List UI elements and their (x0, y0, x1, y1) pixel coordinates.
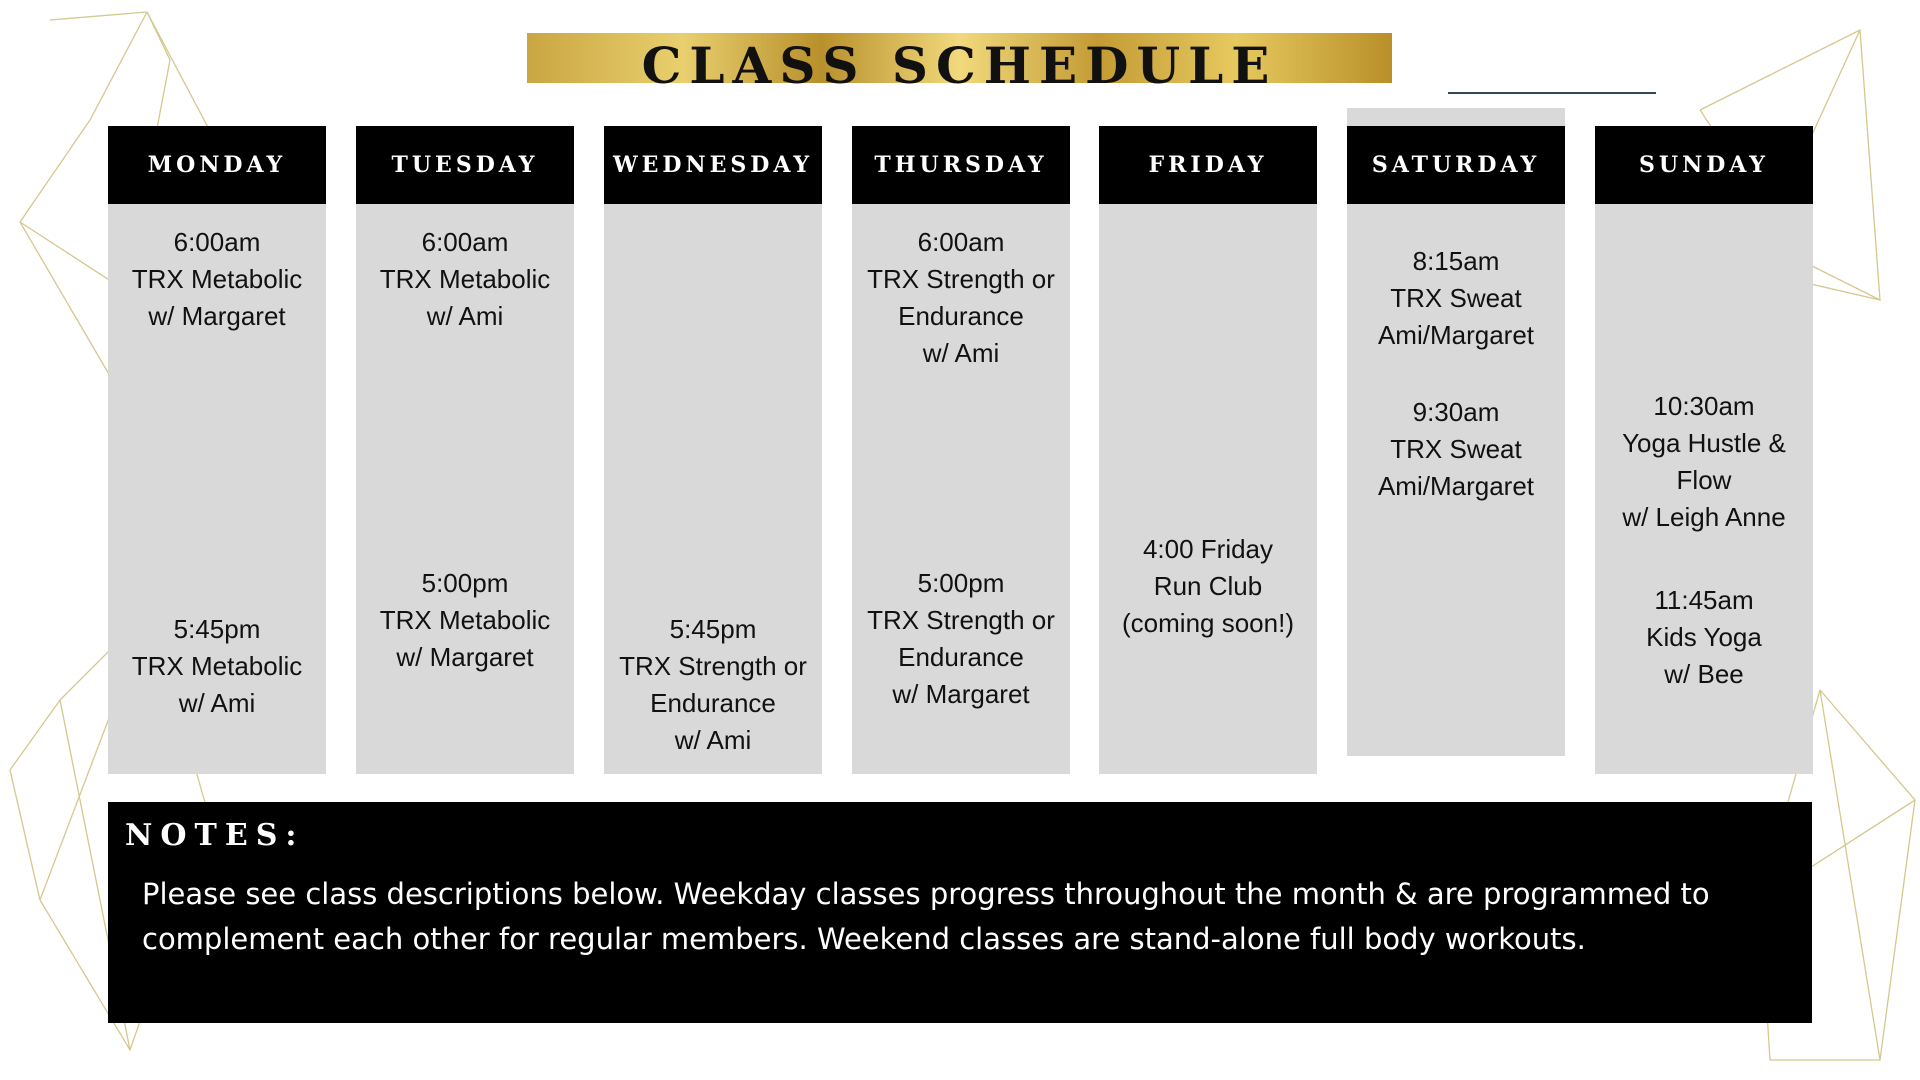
class-line: Ami/Margaret (1377, 471, 1535, 501)
class-line: Endurance (898, 642, 1024, 672)
notes-text: Please see class descriptions below. Weekday classes progress throughout the month & are programmed to complement each other for regular members. Weekend classes are stand-alone full body workouts. (142, 877, 1710, 956)
class-time: 6:00am (173, 227, 261, 257)
day-header: THURSDAY (852, 126, 1070, 204)
class-slot (1595, 582, 1813, 693)
class-line: TRX Strength or (867, 605, 1055, 635)
class-time: 6:00am (421, 227, 509, 257)
notes-panel (108, 802, 1812, 1023)
class-slot (108, 611, 326, 722)
class-line: Yoga Hustle & (1622, 428, 1786, 458)
day-header: SUNDAY (1595, 126, 1813, 204)
class-slot (1347, 394, 1565, 505)
day-column-wednesday (604, 126, 822, 774)
class-time: 8:15am (1412, 246, 1500, 276)
class-time: 4:00 Friday (1142, 534, 1274, 564)
day-header: SATURDAY (1347, 126, 1565, 204)
class-time: 6:00am (917, 227, 1005, 257)
day-column-saturday (1347, 126, 1565, 756)
notes-title: NOTES: (125, 818, 305, 853)
class-time: 11:45am (1654, 585, 1754, 615)
class-line: w/ Margaret (148, 301, 286, 331)
day-column-friday (1099, 126, 1317, 774)
class-line: TRX Metabolic (131, 651, 303, 681)
class-line: TRX Strength or (619, 651, 807, 681)
class-line: Endurance (650, 688, 776, 718)
class-line: w/ Ami (178, 688, 256, 718)
class-time: 10:30am (1653, 391, 1755, 421)
class-line: TRX Metabolic (379, 264, 551, 294)
day-column-tuesday (356, 126, 574, 774)
class-slot (852, 565, 1070, 713)
class-time: 5:45pm (669, 614, 757, 644)
class-line: w/ Margaret (396, 642, 534, 672)
class-line: Kids Yoga (1646, 622, 1762, 652)
class-slot (1347, 243, 1565, 354)
class-slot (1595, 388, 1813, 536)
class-line: TRX Metabolic (131, 264, 303, 294)
day-column-sunday (1595, 126, 1813, 774)
class-slot (604, 611, 822, 759)
class-time: 5:45pm (173, 614, 261, 644)
class-line: w/ Bee (1664, 659, 1744, 689)
class-slot (356, 224, 574, 335)
class-slot (1099, 531, 1317, 642)
class-line: TRX Sweat (1390, 283, 1522, 313)
class-slot (108, 224, 326, 335)
day-header: MONDAY (108, 126, 326, 204)
class-line: TRX Sweat (1390, 434, 1522, 464)
class-line: w/ Margaret (892, 679, 1030, 709)
class-slot (356, 565, 574, 676)
class-time: 5:00pm (917, 568, 1005, 598)
saturday-column-top-extension (1347, 108, 1565, 126)
class-line: w/ Leigh Anne (1622, 502, 1786, 532)
day-column-monday (108, 126, 326, 774)
class-line: TRX Strength or (867, 264, 1055, 294)
class-time: 9:30am (1412, 397, 1500, 427)
day-header: FRIDAY (1099, 126, 1317, 204)
class-line: Flow (1676, 465, 1732, 495)
class-line: Ami/Margaret (1377, 320, 1535, 350)
class-time: 5:00pm (421, 568, 509, 598)
day-column-thursday (852, 126, 1070, 774)
class-line: Endurance (898, 301, 1024, 331)
class-line: w/ Ami (922, 338, 1000, 368)
class-line: Run Club (1153, 571, 1263, 601)
title-underline-rule (1448, 92, 1656, 94)
class-line: w/ Ami (426, 301, 504, 331)
day-header: TUESDAY (356, 126, 574, 204)
page-title: CLASS SCHEDULE (641, 36, 1278, 95)
class-line: (coming soon!) (1122, 608, 1294, 638)
class-line: TRX Metabolic (379, 605, 551, 635)
day-header: WEDNESDAY (604, 126, 822, 204)
class-line: w/ Ami (674, 725, 752, 755)
class-slot (852, 224, 1070, 372)
